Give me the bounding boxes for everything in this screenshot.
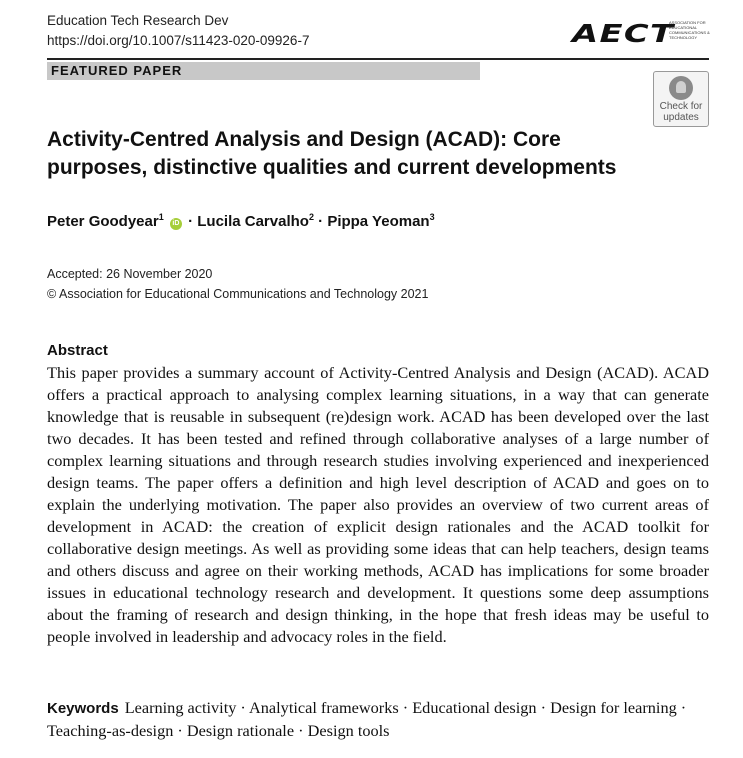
author-affiliation: 3	[429, 212, 435, 222]
check-for-updates-button[interactable]	[653, 71, 709, 127]
check-updates-line1: Check for	[659, 101, 703, 112]
publisher-logo-text: AECT	[572, 18, 675, 48]
author-name[interactable]: Lucila Carvalho	[197, 213, 309, 230]
author-separator: ·	[183, 213, 198, 230]
abstract-heading: Abstract	[47, 342, 108, 359]
author-separator: ·	[313, 213, 328, 230]
featured-label: FEATURED PAPER	[51, 63, 183, 78]
publisher-logo-subtext: ASSOCIATION FOR EDUCATIONAL COMMUNICATIONS & TECHNOLOGY	[669, 20, 710, 40]
keywords-section	[47, 697, 709, 742]
author-affiliation: 1	[158, 212, 164, 222]
author-name[interactable]: Peter Goodyear	[47, 213, 159, 230]
header-divider	[47, 58, 709, 60]
abstract-text: This paper provides a summary account of Activity-Centred Analysis and Design (ACAD). ACAD offers a practical approach to analysing complex learning situations, in a way that can generate knowledge that is reusable in subsequent (re)design work. ACAD has been developed over the last two decades. It has been tested and refined through collaborative analyses of a large number of complex learning situations and through research studies involving experienced and inexperienced design teams. The paper offers a definition and high level description of ACAD and goes on to explain the underlying motivation. The paper also provides an overview of two current areas of development in ACAD: the creation of explicit design rationales and the ACAD toolkit for collaborative design meetings. As well as providing some ideas that can help teachers, design teams and others discuss and agree on their working methods, ACAD has implications for some broader issues in educational technology research and development. It questions some deep assumptions about the framing of research and design thinking, in the hope that fresh ideas may be useful to people involved in leadership and advocacy roles in the field.	[47, 363, 709, 646]
copyright-notice: © Association for Educational Communications and Technology 2021	[47, 287, 429, 301]
accepted-date: Accepted: 26 November 2020	[47, 267, 213, 281]
bookmark-icon	[669, 76, 693, 100]
orcid-icon[interactable]: iD	[170, 218, 182, 230]
paper-title: Activity-Centred Analysis and Design (ACAD): Core purposes, distinctive qualities and current developments	[47, 128, 617, 179]
doi-link[interactable]: https://doi.org/10.1007/s11423-020-09926-7	[47, 33, 310, 48]
featured-banner	[47, 62, 480, 80]
journal-name: Education Tech Research Dev	[47, 13, 229, 28]
keywords-label: Keywords	[47, 700, 119, 717]
journal-header	[47, 11, 309, 51]
author-affiliation: 2	[308, 212, 314, 222]
author-list	[47, 212, 435, 230]
check-updates-line2: updates	[663, 112, 699, 123]
author-name[interactable]: Pippa Yeoman	[327, 213, 430, 230]
keywords-text: Learning activity · Analytical frameworks · Educational design · Design for learning · Teaching-as-design · Design rationale · Design tools	[47, 698, 687, 740]
publication-meta	[47, 264, 428, 304]
publisher-logo	[572, 18, 710, 48]
